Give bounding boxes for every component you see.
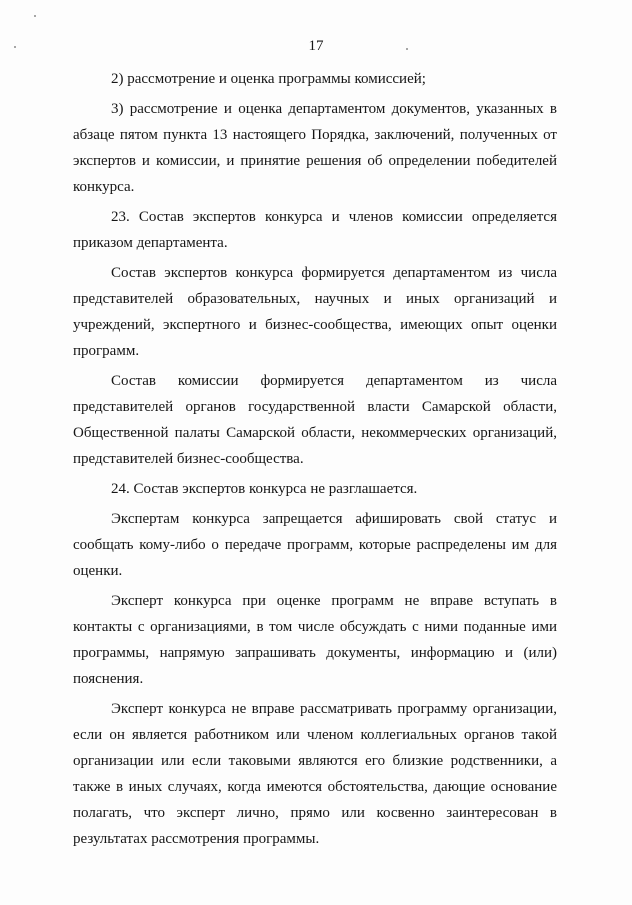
paragraph: Эксперт конкурса при оценке программ не вправе вступать в контакты с организациями, в том числе обсуждать с ними поданные ими программы, напрямую запрашивать документы, информацию и (или) пояснения.: [73, 593, 557, 687]
paragraph: 23. Состав экспертов конкурса и членов комиссии определяется приказом департамента.: [73, 209, 557, 251]
paragraph: Эксперт конкурса не вправе рассматривать программу организации, если он является работником или членом коллегиальных органов такой организации или если таковыми являются его близкие родственники, а также в иных случаях, когда имеются обстоятельства, дающие основание полагать, что эксперт лично, прямо или косвенно заинтересован в результатах рассмотрения программы.: [73, 701, 557, 847]
paragraph: Экспертам конкурса запрещается афишировать свой статус и сообщать кому-либо о передаче программ, которые распределены им для оценки.: [73, 511, 557, 579]
document-body: [73, 66, 557, 852]
paragraph: 2) рассмотрение и оценка программы комиссией;: [111, 71, 426, 87]
page-number: 17: [308, 38, 324, 54]
paragraph: Состав комиссии формируется департаментом из числа представителей органов государственной власти Самарской области, Общественной палаты Самарской области, некоммерческих организаций, представителей бизнес-сообщества.: [73, 373, 557, 467]
paragraph: 24. Состав экспертов конкурса не разглашается.: [111, 481, 418, 497]
scan-speck: [34, 15, 36, 17]
paragraph: Состав экспертов конкурса формируется департаментом из числа представителей образовательных, научных и иных организаций и учреждений, экспертного и бизнес-сообщества, имеющих опыт оценки программ.: [73, 265, 557, 359]
paragraph: 3) рассмотрение и оценка департаментом документов, указанных в абзаце пятом пункта 13 настоящего Порядка, заключений, полученных от экспертов и комиссии, и принятие решения об определении победителей конкурса.: [73, 101, 557, 195]
